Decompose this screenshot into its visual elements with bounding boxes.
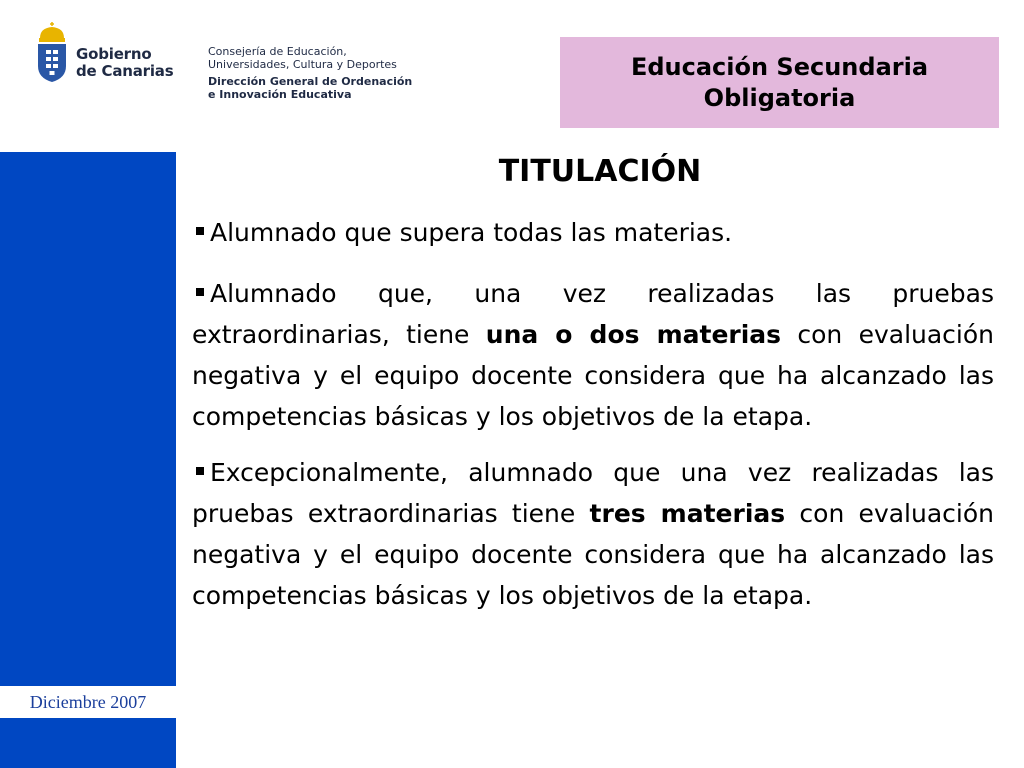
department-line3: Dirección General de Ordenación bbox=[208, 75, 413, 88]
bullet-1-text: Alumnado que supera todas las materias. bbox=[210, 218, 733, 247]
department-line4: e Innovación Educativa bbox=[208, 88, 352, 101]
footer-date: Diciembre 2007 bbox=[0, 686, 176, 718]
stage-line1: Educación Secundaria bbox=[630, 52, 929, 81]
brand-name bbox=[76, 46, 173, 80]
square-bullet-icon bbox=[196, 227, 204, 235]
department-name bbox=[208, 45, 412, 101]
bullet-item-2 bbox=[192, 273, 994, 437]
bullet-2-bold: una o dos materias bbox=[485, 320, 782, 349]
bullet-list bbox=[192, 212, 994, 631]
bullet-2-pre: Alumnado que, una vez realizadas las pruebas extraordinarias, tiene bbox=[192, 279, 994, 349]
bullet-3-post: con evaluación negativa y el equipo docente considera que ha alcanzado las competencias básicas y los objetivos de la etapa. bbox=[192, 499, 994, 610]
bullet-item-1 bbox=[192, 212, 994, 253]
bullet-item-3 bbox=[192, 452, 994, 616]
department-line2: Universidades, Cultura y Deportes bbox=[208, 58, 397, 71]
slide-title: TITULACIÓN bbox=[498, 154, 702, 189]
square-bullet-icon bbox=[196, 467, 204, 475]
bullet-3-bold: tres materias bbox=[589, 499, 786, 528]
brand-name-line1: Gobierno bbox=[76, 45, 152, 63]
brand-name-line2: de Canarias bbox=[76, 62, 174, 80]
side-bar bbox=[0, 152, 176, 768]
bullet-3-pre: Excepcionalmente, alumnado que una vez realizadas las pruebas extraordinarias tiene bbox=[192, 458, 994, 528]
stage-box bbox=[560, 37, 999, 128]
header-logo bbox=[30, 18, 430, 101]
bullet-2-post: con evaluación negativa y el equipo docente considera que ha alcanzado las competencias básicas y los objetivos de la etapa. bbox=[192, 320, 995, 431]
department-line1: Consejería de Educación, bbox=[208, 45, 347, 58]
stage-line2: Obligatoria bbox=[703, 83, 856, 112]
coat-of-arms-icon bbox=[34, 20, 70, 88]
square-bullet-icon bbox=[196, 288, 204, 296]
